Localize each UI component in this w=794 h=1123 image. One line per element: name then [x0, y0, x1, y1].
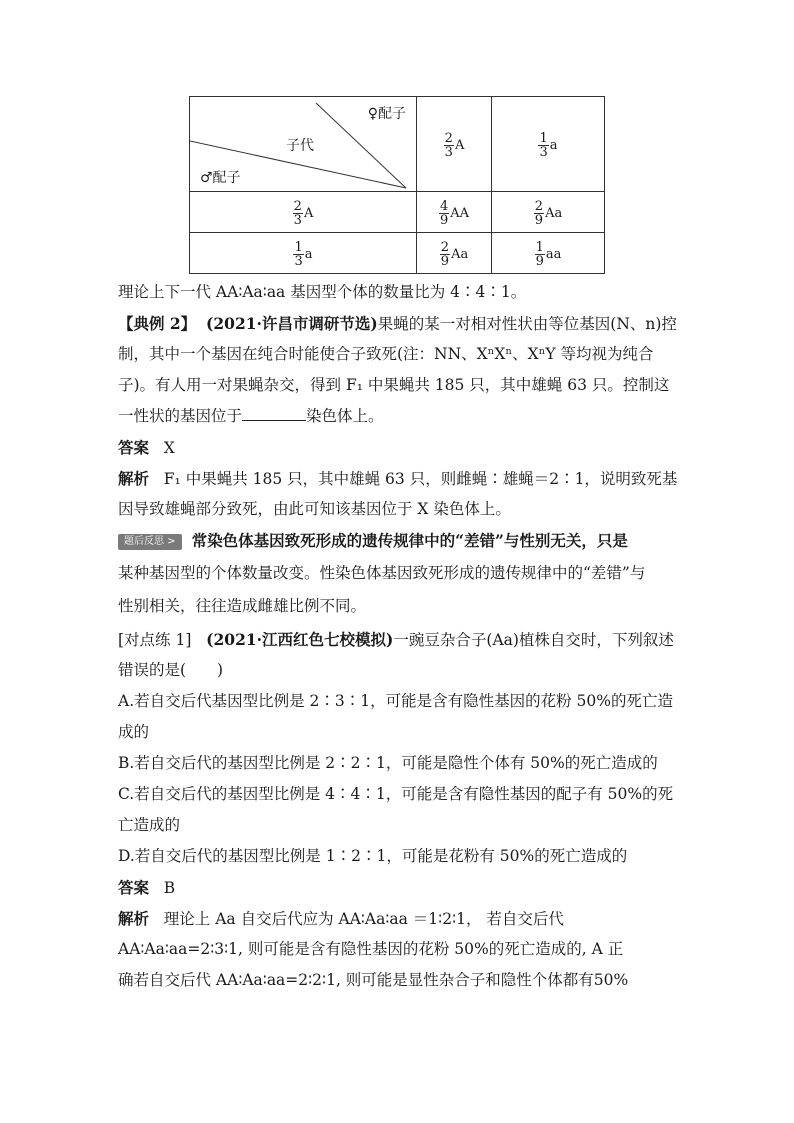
analysis-label: 解析: [118, 909, 150, 928]
analysis-label: 解析: [118, 469, 150, 488]
reflection-badge: 题后反思 >: [118, 534, 182, 550]
cell-aa: $\frac{1}{9}$ aa: [492, 233, 605, 274]
reflection-line-3: 性别相关，往往造成雌雄比例不同。: [118, 597, 367, 615]
example-source: (2021·许昌市调研节选): [206, 314, 378, 333]
example-2-line-4: 一性状的基因位于 染色体上。: [118, 401, 678, 432]
cell-Aa: $\frac{2}{9}$ Aa: [417, 233, 492, 274]
ratio-conclusion: 理论上下一代 AA∶Aa∶aa 基因型个体的数量比为 4∶4∶1。: [118, 283, 527, 301]
offspring-label: 子代: [286, 138, 314, 154]
table-row: [190, 192, 605, 233]
table-row: [190, 233, 605, 274]
female-gamete-header-A: $\frac{2}{3}$ A: [417, 97, 492, 192]
example-2-line-3: 子)。有人用一对果蝇杂交，得到 F₁ 中果蝇共 185 只，其中雄蝇 63 只。控制这: [118, 376, 670, 394]
practice-tag: [对点练 1]: [118, 631, 192, 649]
reflection-line-1: 题后反思 > 常染色体基因致死形成的遗传规律中的“差错”与性别无关，只是: [118, 525, 678, 558]
option-b: B.若自交后代的基因型比例是 2∶2∶1，可能是隐性个体有 50%的死亡造成的: [118, 754, 658, 772]
answer-blank: [242, 404, 306, 421]
answer-label: 答案: [118, 878, 150, 897]
example-2-line-2: 制，其中一个基因在纯合时能使合子致死(注：NN、XⁿXⁿ、XⁿY 等均视为纯合: [118, 345, 654, 363]
male-gamete-header-A: $\frac{2}{3}$ A: [190, 192, 417, 233]
punnett-square-table: [189, 96, 605, 274]
answer-2: 答案 B: [118, 878, 176, 897]
example-2-line-1: 【典例 2】 (2021·许昌市调研节选)果蝇的某一对相对性状由等位基因(N、n)控: [118, 314, 677, 333]
female-gamete-label: ♀配子: [367, 106, 406, 122]
reflection-line-2: 某种基因型的个体数量改变。性染色体基因致死形成的遗传规律中的“差错”与: [118, 564, 646, 582]
analysis-2-line-3: 确若自交后代 AA∶Aa∶aa=2∶2∶1, 则可能是显性杂合子和隐性个体都有50%: [118, 971, 629, 989]
male-gamete-header-a: $\frac{1}{3}$ a: [190, 233, 417, 274]
analysis-2-line-1: 解析 理论上 Aa 自交后代应为 AA∶Aa∶aa ＝1∶2∶1， 若自交后代: [118, 909, 564, 928]
analysis-1-line-1: 解析 F₁ 中果蝇共 185 只，其中雄蝇 63 只，则雌蝇∶雄蝇＝2∶1，说明致死基: [118, 469, 678, 488]
option-a-line-1: A.若自交后代基因型比例是 2∶3∶1，可能是含有隐性基因的花粉 50%的死亡造: [118, 692, 674, 710]
option-d: D.若自交后代的基因型比例是 1∶2∶1，可能是花粉有 50%的死亡造成的: [118, 847, 628, 865]
analysis-1-line-2: 因导致雄蝇部分致死，由此可知该基因位于 X 染色体上。: [118, 500, 511, 518]
option-c-line-2: 亡造成的: [118, 816, 181, 834]
female-gamete-header-a: $\frac{1}{3}$ a: [492, 97, 605, 192]
practice-1-line-1: [对点练 1] (2021·江西红色七校模拟)一豌豆杂合子(Aa)植株自交时，下列叙述: [118, 630, 674, 649]
analysis-2-line-2: AA∶Aa∶aa=2∶3∶1, 则可能是含有隐性基因的花粉 50%的死亡造成的, A 正: [118, 940, 624, 958]
practice-source: (2021·江西红色七校模拟): [206, 630, 394, 649]
option-c-line-1: C.若自交后代的基因型比例是 4∶4∶1，可能是含有隐性基因的配子有 50%的死: [118, 785, 674, 803]
table-header-diagonal-cell: [190, 97, 417, 192]
practice-1-line-2: 错误的是( ): [118, 661, 224, 679]
cell-Aa: $\frac{2}{9}$ Aa: [492, 192, 605, 233]
option-a-line-2: 成的: [118, 723, 150, 741]
body-text: [118, 277, 678, 996]
cell-AA: $\frac{4}{9}$ AA: [417, 192, 492, 233]
example-tag: 【典例 2】: [118, 314, 197, 333]
male-gamete-label: ♂配子: [200, 170, 241, 186]
answer-1: 答案 X: [118, 438, 175, 457]
answer-label: 答案: [118, 438, 150, 457]
